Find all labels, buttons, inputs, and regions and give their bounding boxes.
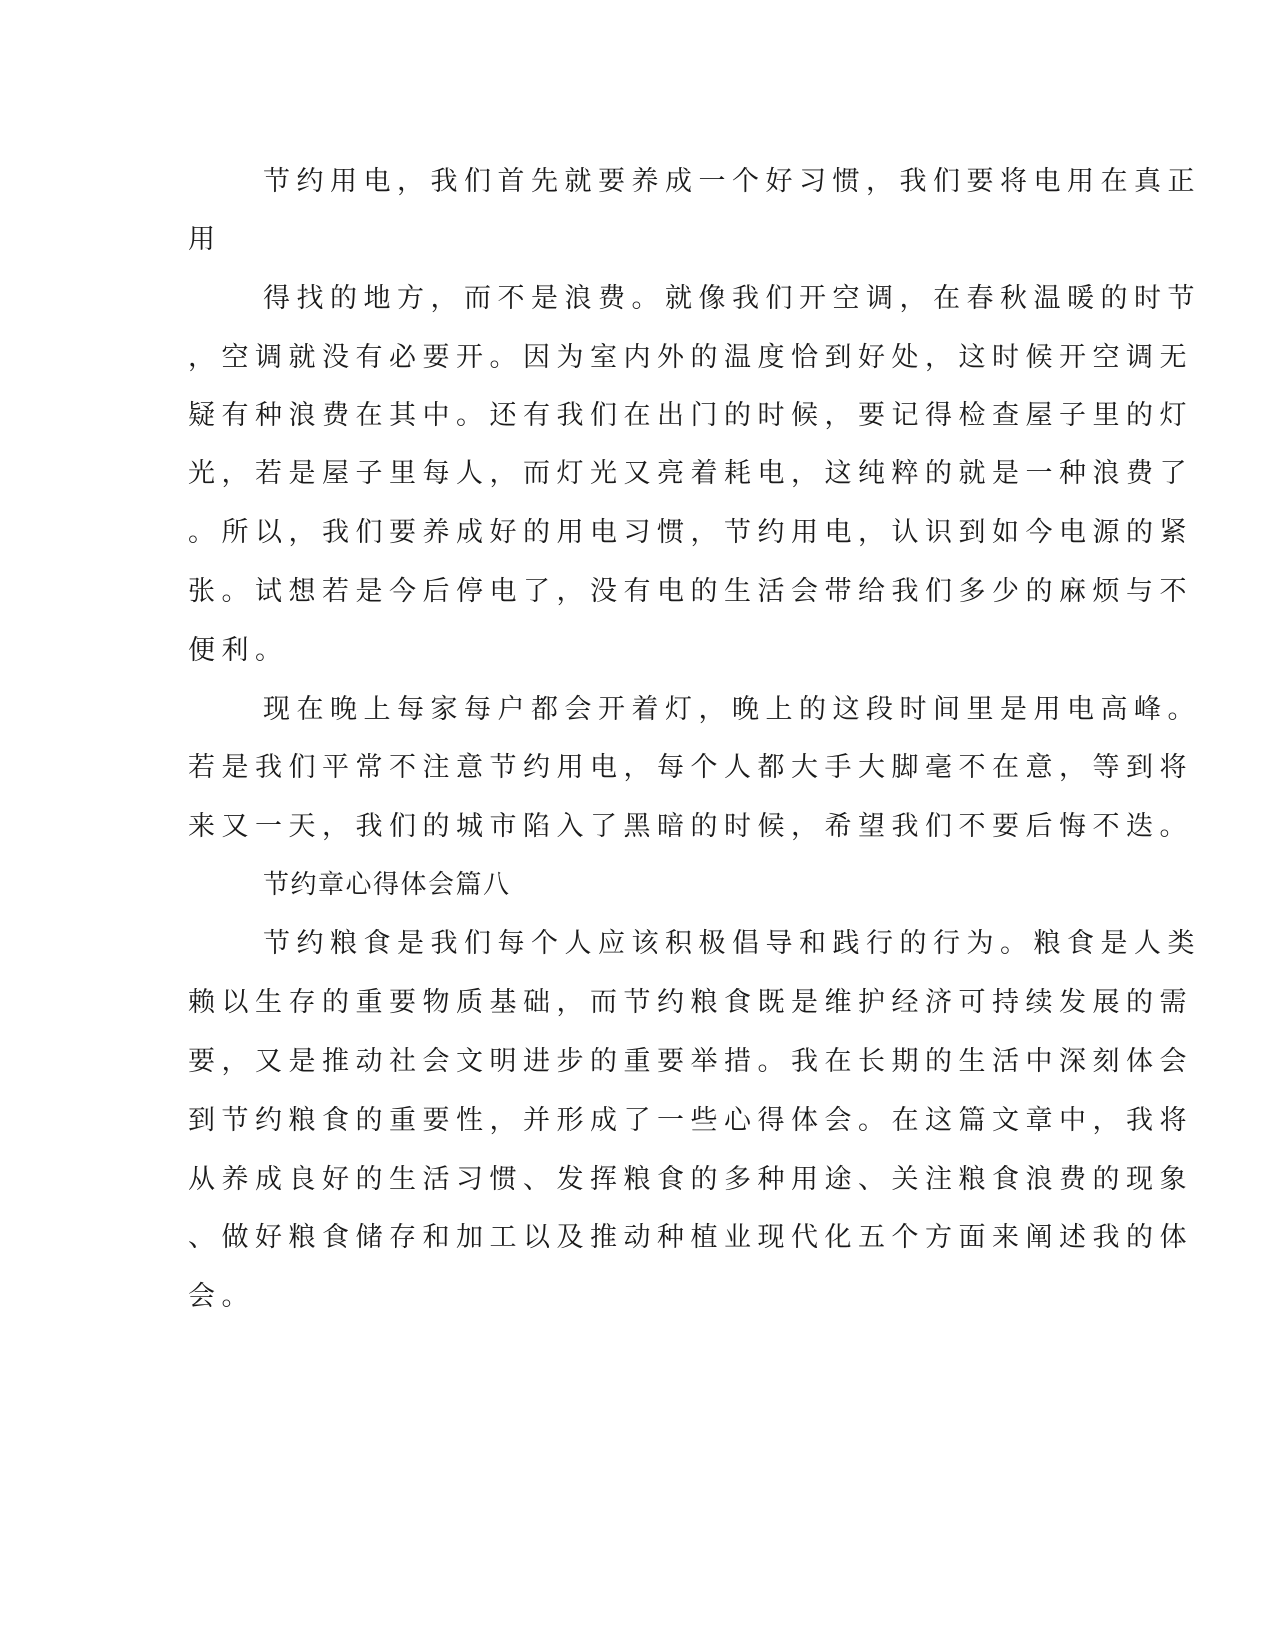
paragraph-line: ，空调就没有必要开。因为室内外的温度恰到好处，这时候开空调无 (188, 342, 1193, 373)
paragraph-line: 张。试想若是今后停电了，没有电的生活会带给我们多少的麻烦与不 (188, 576, 1193, 607)
section-heading: 节约章心得体会篇八 (263, 870, 511, 900)
paragraph-line: 要，又是推动社会文明进步的重要举措。我在长期的生活中深刻体会 (188, 1046, 1193, 1077)
paragraph-line: 光，若是屋子里每人，而灯光又亮着耗电，这纯粹的就是一种浪费了 (188, 458, 1193, 489)
paragraph-line: 得找的地方，而不是浪费。就像我们开空调，在春秋温暖的时节 (263, 283, 1201, 314)
paragraph-line: 赖以生存的重要物质基础，而节约粮食既是维护经济可持续发展的需 (188, 987, 1193, 1018)
paragraph-line: 疑有种浪费在其中。还有我们在出门的时候，要记得检查屋子里的灯 (188, 400, 1193, 431)
paragraph-line: 会。 (188, 1281, 255, 1312)
paragraph-line: 节约用电，我们首先就要养成一个好习惯，我们要将电用在真正 (263, 166, 1201, 197)
paragraph-line: 用 (188, 224, 222, 255)
paragraph-line: 、做好粮食储存和加工以及推动种植业现代化五个方面来阐述我的体 (188, 1222, 1193, 1253)
paragraph-line: 从养成良好的生活习惯、发挥粮食的多种用途、关注粮食浪费的现象 (188, 1164, 1193, 1195)
paragraph-line: 若是我们平常不注意节约用电，每个人都大手大脚毫不在意，等到将 (188, 752, 1193, 783)
paragraph-line: 。所以，我们要养成好的用电习惯，节约用电，认识到如今电源的紧 (188, 517, 1193, 548)
paragraph-line: 节约粮食是我们每个人应该积极倡导和践行的行为。粮食是人类 (263, 928, 1201, 959)
paragraph-line: 现在晚上每家每户都会开着灯，晚上的这段时间里是用电高峰。 (263, 694, 1201, 725)
paragraph-line: 便利。 (188, 635, 289, 666)
paragraph-line: 来又一天，我们的城市陷入了黑暗的时候，希望我们不要后悔不迭。 (188, 811, 1193, 842)
paragraph-line: 到节约粮食的重要性，并形成了一些心得体会。在这篇文章中，我将 (188, 1105, 1193, 1136)
